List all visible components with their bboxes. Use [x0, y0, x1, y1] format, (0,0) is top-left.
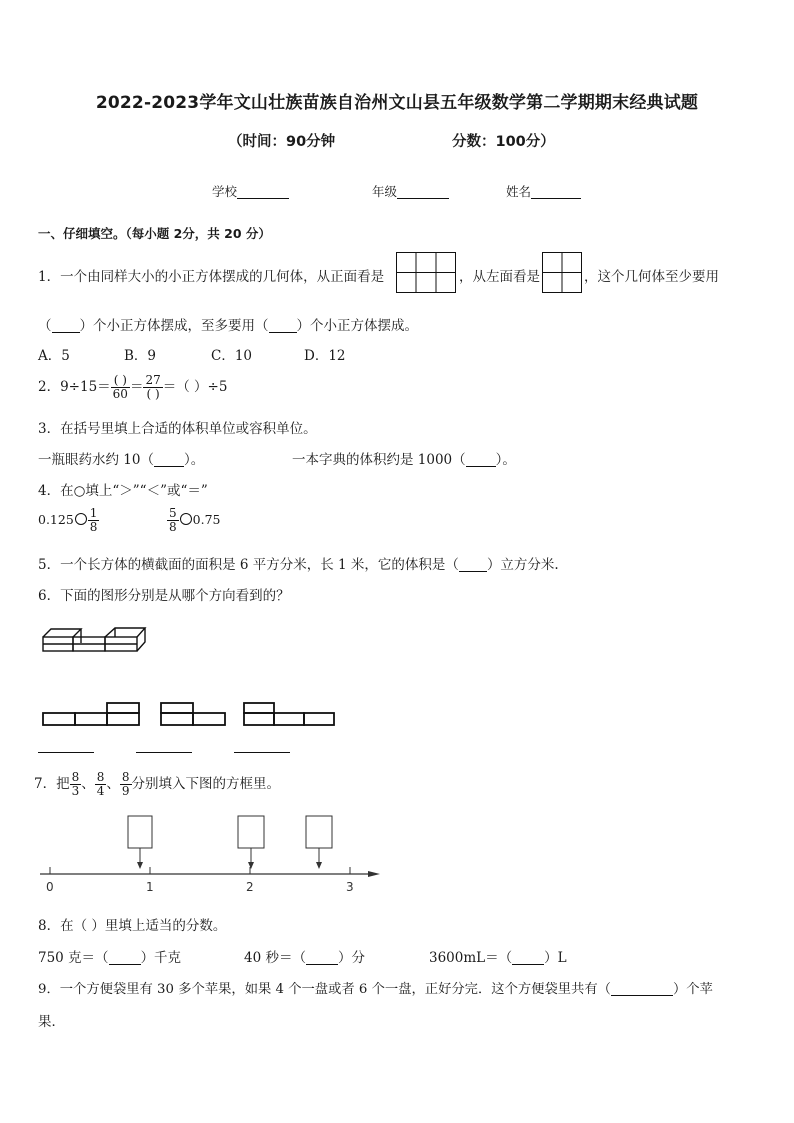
q1-part1: 1．一个由同样大小的小正方体摆成的几何体，从正面看是 — [38, 269, 385, 285]
left-view-figure — [542, 252, 582, 294]
q3-a: 一瓶眼药水约 10（ ）。 — [38, 452, 205, 468]
number-line — [38, 812, 383, 894]
q9-line2: 果． — [38, 1014, 65, 1030]
q6-text: 6．下面的图形分别是从哪个方向看到的？ — [38, 588, 290, 604]
q1-option-a[interactable]: A．5 — [38, 348, 70, 364]
q1-blank-min[interactable] — [52, 319, 80, 333]
q8-a: 750 克＝（ ）千克 — [38, 950, 182, 966]
axis-label-0: 0 — [46, 880, 54, 894]
grade-label: 年级 — [372, 184, 398, 199]
section-heading: 一、仔细填空。（每小题 2分，共 20 分） — [38, 226, 271, 241]
q4-text: 4．在○填上“＞”“＜”或“＝” — [38, 483, 208, 499]
exam-score: 分数：100分） — [452, 134, 555, 150]
q6-view-3 — [243, 702, 335, 726]
q3-text: 3．在括号里填上合适的体积单位或容积单位。 — [38, 421, 317, 437]
q2-fraction-2[interactable]: $\frac{27}{( )}$ — [145, 372, 161, 401]
front-view-figure — [396, 252, 456, 294]
q1-part2: ，从左面看是 — [459, 269, 540, 285]
q4-fraction-b: $\frac{5}{8}$ — [169, 505, 177, 534]
school-blank[interactable] — [237, 184, 289, 199]
q4-b: $\frac{5}{8}$ 0.75 — [169, 505, 221, 534]
q1-option-b[interactable]: B．9 — [124, 348, 157, 364]
page-title: 2022-2023学年文山壮族苗族自治州文山县五年级数学第二学期期末经典试题 — [95, 93, 699, 113]
q6-view-2 — [160, 702, 226, 726]
q6-answer-3[interactable] — [234, 752, 290, 753]
q4-circle-a[interactable] — [75, 513, 87, 525]
school-label: 学校 — [212, 184, 238, 199]
answer-box-1 — [128, 816, 152, 848]
q1-line2: （ ）个小正方体摆成，至多要用（ ）个小正方体摆成。 — [38, 318, 418, 334]
q3-b: 一本字典的体积约是 1000（ ）。 — [292, 452, 516, 468]
q8-text: 8．在（ ）里填上适当的分数。 — [38, 918, 227, 934]
q1-option-d[interactable]: D．12 — [304, 348, 346, 364]
q7-fraction-3: $\frac{8}{9}$ — [121, 769, 130, 798]
q4-circle-b[interactable] — [180, 513, 192, 525]
q4-a: 0.125 $\frac{1}{8}$ — [38, 505, 98, 534]
axis-label-1: 1 — [146, 880, 154, 894]
q7-fraction-2: $\frac{8}{4}$ — [96, 769, 105, 798]
q8-c: 3600mL＝（ ）L — [429, 950, 567, 966]
q9-line1: 9．一个方便袋里有 30 多个苹果，如果 4 个一盘或者 6 个一盘，正好分完．这个方便袋里共有（ ）个苹 — [38, 982, 713, 997]
q8-blank-a[interactable] — [109, 951, 141, 965]
q8-blank-b[interactable] — [306, 951, 338, 965]
exam-time: （时间：90分钟 — [228, 134, 336, 150]
q8-b: 40 秒＝（ ）分 — [244, 950, 365, 966]
q1-option-c[interactable]: C．10 — [211, 348, 253, 364]
answer-box-3 — [306, 816, 332, 848]
axis-label-3: 3 — [346, 880, 354, 894]
name-field[interactable] — [506, 182, 581, 200]
grade-field[interactable] — [372, 182, 449, 200]
q7-fraction-1: $\frac{8}{3}$ — [71, 769, 80, 798]
q5-line: 5．一个长方体的横截面的面积是 6 平方分米，长 1 米，它的体积是（ ）立方分米. — [38, 557, 559, 573]
q6-view-1 — [42, 702, 140, 726]
q1-part3: ，这个几何体至少要用 — [584, 269, 719, 285]
q6-solid-figure — [42, 625, 160, 655]
q7-line: 7．把 $\frac{8}{3}$ 、 $\frac{8}{4}$ 、 $\frac{8}{9}$ 分别填入下图的方框里。 — [34, 769, 281, 798]
axis-label-2: 2 — [246, 880, 254, 894]
q6-answer-2[interactable] — [136, 752, 192, 753]
grade-blank[interactable] — [397, 184, 449, 199]
q8-blank-c[interactable] — [512, 951, 544, 965]
name-blank[interactable] — [531, 184, 581, 199]
q1-blank-max[interactable] — [269, 319, 297, 333]
q3-blank-b[interactable] — [466, 453, 496, 467]
answer-box-2 — [238, 816, 264, 848]
q6-answer-1[interactable] — [38, 752, 94, 753]
q5-blank[interactable] — [459, 558, 487, 572]
name-label: 姓名 — [506, 184, 532, 199]
q2-fraction-1[interactable]: $\frac{( )}{60}$ — [112, 372, 128, 401]
school-field[interactable] — [212, 182, 289, 200]
q3-blank-a[interactable] — [154, 453, 184, 467]
q4-fraction-a: $\frac{1}{8}$ — [89, 505, 98, 534]
q2-line: 2．9÷15＝ $\frac{( )}{60}$ ＝ $\frac{27}{( )}$ ＝（ ）÷5 — [38, 372, 228, 401]
q9-blank[interactable] — [611, 982, 673, 996]
